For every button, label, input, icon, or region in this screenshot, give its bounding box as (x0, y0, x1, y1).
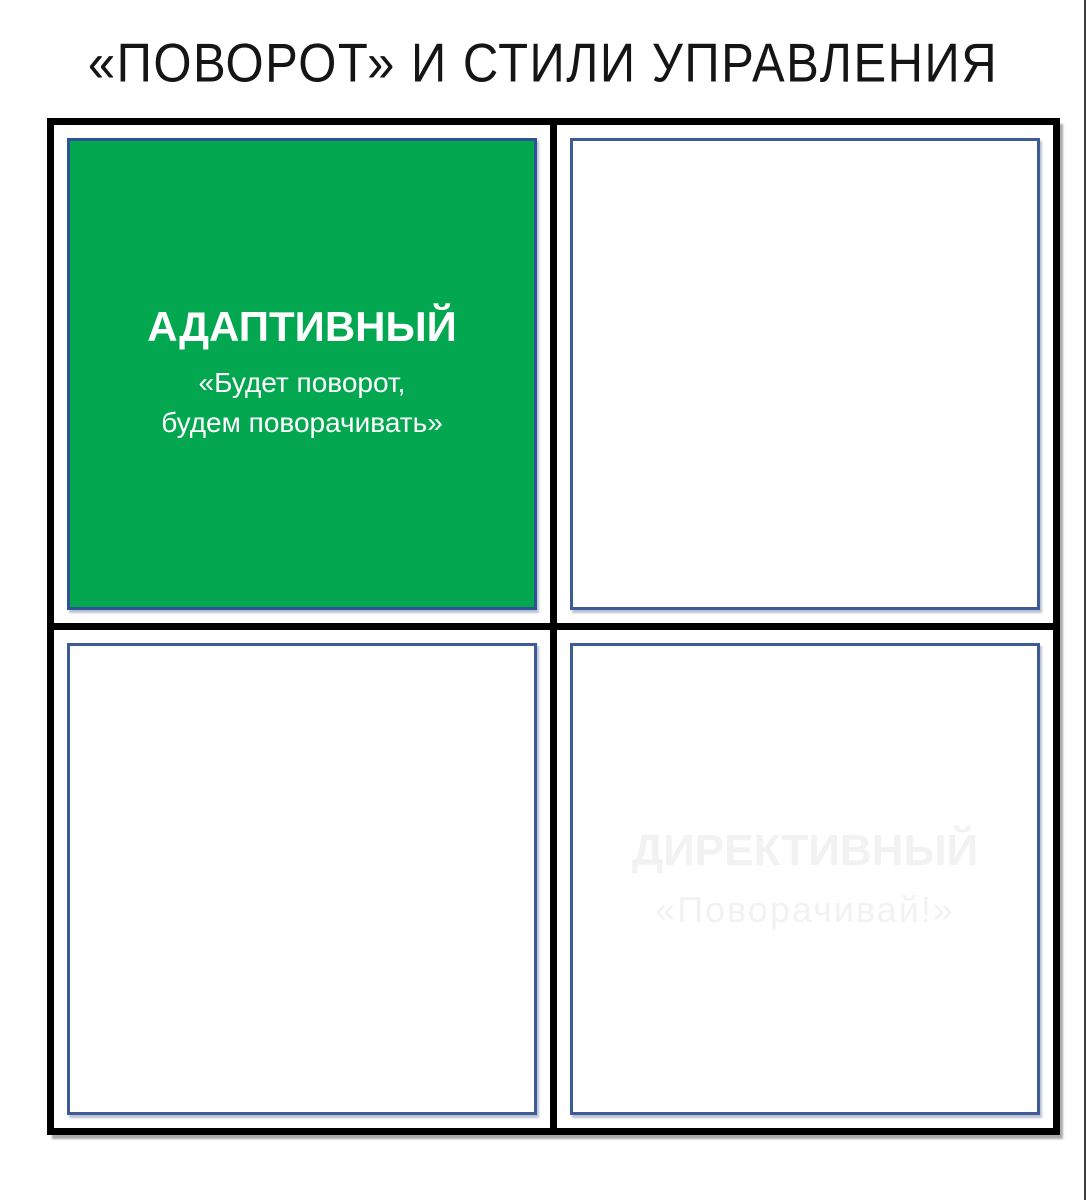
quadrant-bottom-left (54, 630, 550, 1128)
adaptive-quote-line-1: «Будет поворот, (198, 366, 406, 398)
quadrant-top-right (557, 125, 1053, 623)
management-styles-matrix (47, 118, 1060, 1135)
directive-panel (570, 643, 1040, 1115)
adaptive-style-quote (161, 363, 443, 444)
adaptive-quote-line-2: будем поворачивать» (161, 407, 443, 439)
empty-panel-top-right (570, 138, 1040, 610)
adaptive-style-label: АДАПТИВНЫЙ (147, 303, 457, 351)
page-title: «ПОВОРОТ» И СТИЛИ УПРАВЛЕНИЯ (87, 33, 999, 94)
quadrant-bottom-right (557, 630, 1053, 1128)
adaptive-panel (67, 138, 537, 610)
quadrant-top-left (54, 125, 550, 623)
empty-panel-bottom-left (67, 643, 537, 1115)
directive-style-quote: «Поворачивай!» (655, 889, 955, 931)
directive-style-label: ДИРЕКТИВНЫЙ (631, 825, 979, 875)
